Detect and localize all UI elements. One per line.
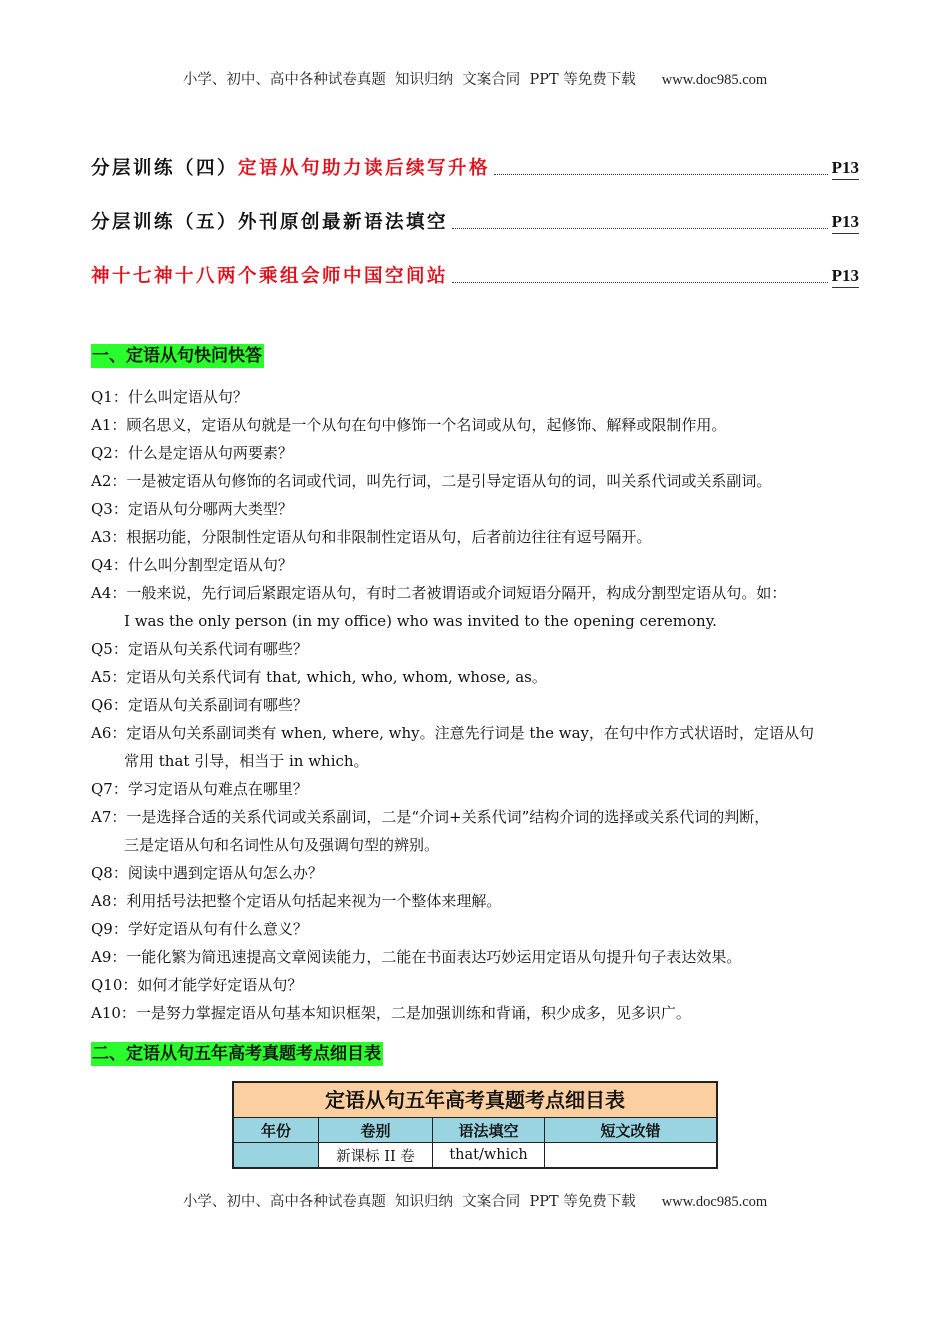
section-heading-qa: 一、定语从句快问快答	[92, 346, 262, 366]
toc-entry[interactable]	[91, 152, 859, 180]
qa-line: Q5：定语从句关系代词有哪些？	[91, 640, 308, 658]
table-row	[234, 1143, 716, 1167]
qa-line: A3：根据功能，分限制性定语从句和非限制性定语从句，后者前边往往有逗号隔开。	[91, 528, 652, 546]
qa-line: A6：定语从句关系副词类有 when, where, why。注意先行词是 the way，在句中作方式状语时，定语从句	[91, 724, 815, 742]
toc-leader	[494, 173, 828, 175]
qa-line: I was the only person (in my office) who was invited to the opening ceremony.	[124, 612, 717, 630]
qa-line: A10：一是努力掌握定语从句基本知识框架，二是加强训练和背诵，积少成多，见多识广。	[91, 1004, 691, 1022]
toc-leader	[452, 227, 828, 229]
qa-line: Q10：如何才能学好定语从句？	[91, 976, 303, 994]
header-site[interactable]: www.doc985.com	[661, 72, 768, 88]
toc-entry-prefix: 分层训练（五）外刊原创最新语法填空	[91, 212, 449, 233]
qa-line: Q9：学好定语从句有什么意义？	[91, 920, 308, 938]
page-footer	[0, 1190, 950, 1211]
table-header-cell: 年份	[234, 1118, 319, 1142]
qa-line: A9：一能化繁为简迅速提高文章阅读能力，二能在书面表达巧妙运用定语从句提升句子表达效果。	[91, 948, 742, 966]
table-header-cell: 语法填空	[433, 1118, 545, 1142]
toc-leader	[452, 281, 828, 283]
toc-page-number: P13	[832, 266, 859, 288]
page-header	[0, 68, 950, 89]
toc-page-number: P13	[832, 158, 859, 180]
qa-line: 三是定语从句和名词性从句及强调句型的辨别。	[124, 836, 440, 854]
qa-line: A2：一是被定语从句修饰的名词或代词，叫先行词，二是引导定语从句的词，叫关系代词或关系副词。	[91, 472, 772, 490]
toc-entry-title: 定语从句助力读后续写升格	[238, 158, 491, 179]
section-heading-table: 二、定语从句五年高考真题考点细目表	[92, 1044, 381, 1064]
qa-line: Q1：什么叫定语从句？	[91, 388, 248, 406]
table-header-cell: 短文改错	[600, 1121, 661, 1140]
table-cell: 新课标 II 卷	[319, 1143, 433, 1167]
qa-line: A8：利用括号法把整个定语从句括起来视为一个整体来理解。	[91, 892, 502, 910]
qa-line: Q6：定语从句关系副词有哪些？	[91, 696, 308, 714]
table-header-row	[234, 1118, 716, 1143]
qa-line: Q4：什么叫分割型定语从句？	[91, 556, 293, 574]
table-cell	[234, 1143, 319, 1167]
table-title: 定语从句五年高考真题考点细目表	[234, 1083, 716, 1118]
toc-entry[interactable]	[91, 206, 859, 234]
toc-page-number: P13	[832, 212, 859, 234]
qa-line: A5：定语从句关系代词有 that, which, who, whom, whose, as。	[91, 668, 547, 686]
header-text: 小学、初中、高中各种试卷真题 知识归纳 文案合同 PPT 等免费下载	[182, 72, 636, 88]
table-cell	[545, 1143, 716, 1167]
toc-entry-title: 神十七神十八两个乘组会师中国空间站	[91, 266, 449, 287]
qa-line: A1：顾名思义，定语从句就是一个从句在句中修饰一个名词或从句，起修饰、解释或限制作用。	[91, 416, 727, 434]
qa-line: Q8：阅读中遇到定语从句怎么办？	[91, 864, 323, 882]
qa-line: A4：一般来说，先行词后紧跟定语从句，有时二者被谓语或介词短语分隔开，构成分割型定语从句。如：	[91, 584, 787, 602]
exam-points-table	[232, 1081, 718, 1169]
qa-line: Q3：定语从句分哪两大类型？	[91, 500, 293, 518]
table-header-cell: 卷别	[319, 1118, 433, 1142]
qa-line: Q2：什么是定语从句两要素？	[91, 444, 293, 462]
qa-line: A7：一是选择合适的关系代词或关系副词，二是“介词+关系代词”结构介词的选择或关系代词的判断，	[91, 808, 770, 826]
footer-text: 小学、初中、高中各种试卷真题 知识归纳 文案合同 PPT 等免费下载	[182, 1194, 636, 1210]
toc-entry[interactable]	[91, 260, 859, 288]
table-cell: that/which	[433, 1143, 545, 1167]
toc-entry-prefix: 分层训练（四）	[91, 158, 239, 179]
qa-line: 常用 that 引导，相当于 in which。	[124, 752, 369, 770]
qa-line: Q7：学习定语从句难点在哪里？	[91, 780, 308, 798]
footer-site[interactable]: www.doc985.com	[661, 1194, 768, 1210]
